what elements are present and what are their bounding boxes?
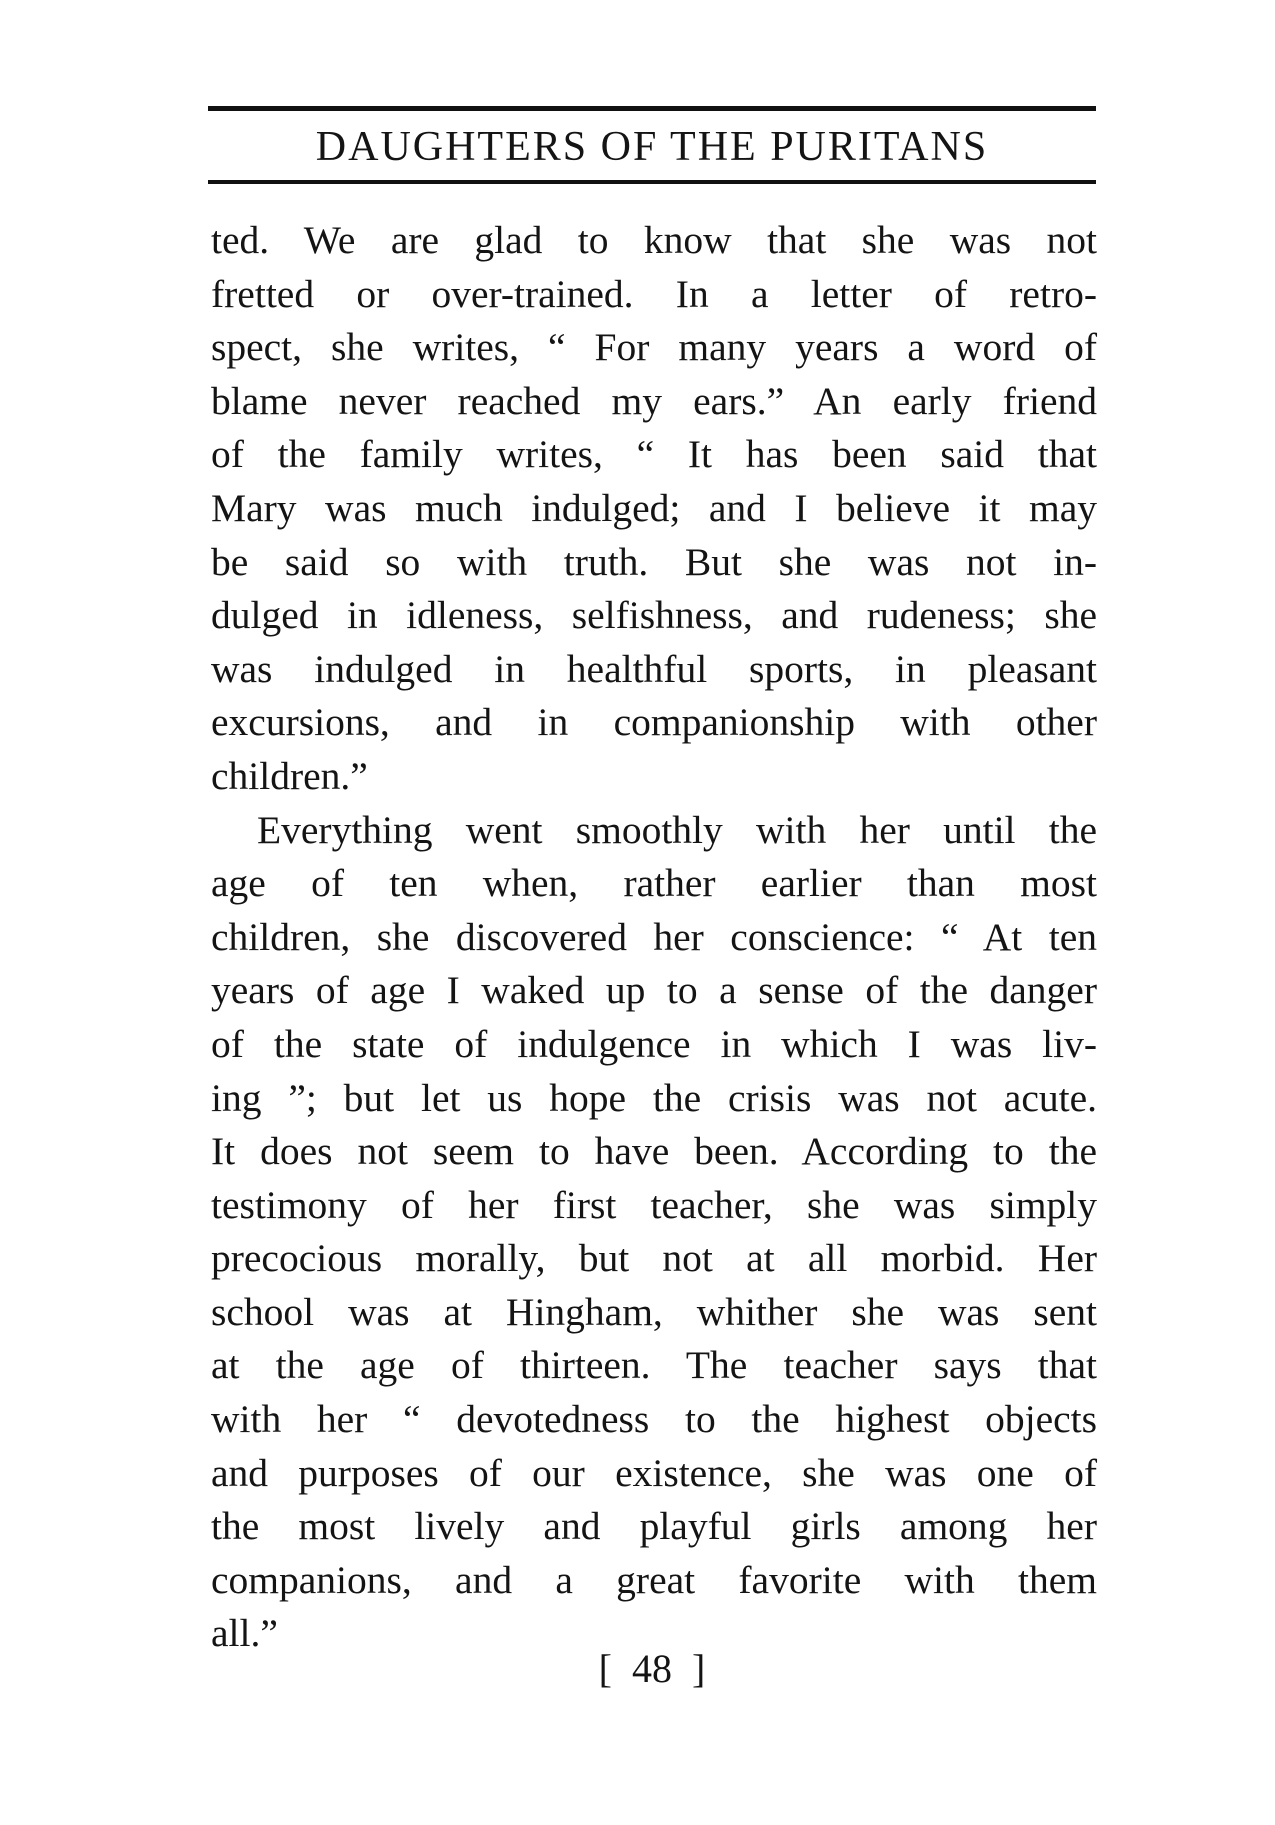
text-line: ted. We are glad to know that she was not bbox=[211, 218, 1097, 262]
text-line: years of age I waked up to a sense of the danger bbox=[211, 968, 1097, 1013]
text-line: age of ten when, rather earlier than most bbox=[211, 861, 1097, 906]
text-line: at the age of thirteen. The teacher says that bbox=[211, 1343, 1097, 1388]
text-line: all.” bbox=[211, 1611, 278, 1656]
text-line: children.” bbox=[211, 753, 368, 798]
text-line: of the family writes, “ It has been said that bbox=[211, 432, 1097, 477]
text-line: ing ”; but let us hope the crisis was not acute. bbox=[211, 1075, 1097, 1120]
text-line: It does not seem to have been. According to the bbox=[211, 1129, 1097, 1174]
text-line: was indulged in healthful sports, in pleasant bbox=[211, 646, 1097, 691]
running-title: DAUGHTERS OF THE PURITANS bbox=[315, 124, 989, 170]
text-line: children, she discovered her conscience: “ At ten bbox=[211, 914, 1097, 959]
text-line: with her “ devotedness to the highest objects bbox=[211, 1397, 1097, 1442]
text-line: dulged in idleness, selfishness, and rudeness; she bbox=[211, 593, 1097, 638]
text-line: school was at Hingham, whither she was sent bbox=[211, 1289, 1097, 1334]
page-number: [ 48 ] bbox=[598, 1646, 706, 1691]
text-line: spect, she writes, “ For many years a word of bbox=[211, 325, 1097, 370]
text-line: blame never reached my ears.” An early friend bbox=[211, 378, 1097, 423]
header-rule-bottom bbox=[208, 180, 1096, 184]
header-rule-top bbox=[208, 106, 1096, 111]
text-line: Everything went smoothly with her until the bbox=[257, 807, 1097, 852]
text-line: companions, and a great favorite with them bbox=[211, 1557, 1097, 1602]
paragraph bbox=[211, 804, 1097, 1662]
text-line: Mary was much indulged; and I believe it may bbox=[211, 485, 1097, 530]
text-line: fretted or over-trained. In a letter of retro- bbox=[211, 271, 1097, 316]
text-line: excursions, and in companionship with other bbox=[211, 700, 1097, 745]
text-line: the most lively and playful girls among her bbox=[211, 1504, 1097, 1549]
text-line: and purposes of our existence, she was one of bbox=[211, 1450, 1097, 1495]
text-line: testimony of her first teacher, she was simply bbox=[211, 1182, 1097, 1227]
body-text bbox=[211, 214, 1097, 1661]
paragraph bbox=[211, 214, 1097, 804]
text-line: of the state of indulgence in which I was liv- bbox=[211, 1021, 1097, 1066]
text-line: be said so with truth. But she was not in- bbox=[211, 539, 1097, 584]
text-line: precocious morally, but not at all morbid. Her bbox=[211, 1236, 1097, 1281]
